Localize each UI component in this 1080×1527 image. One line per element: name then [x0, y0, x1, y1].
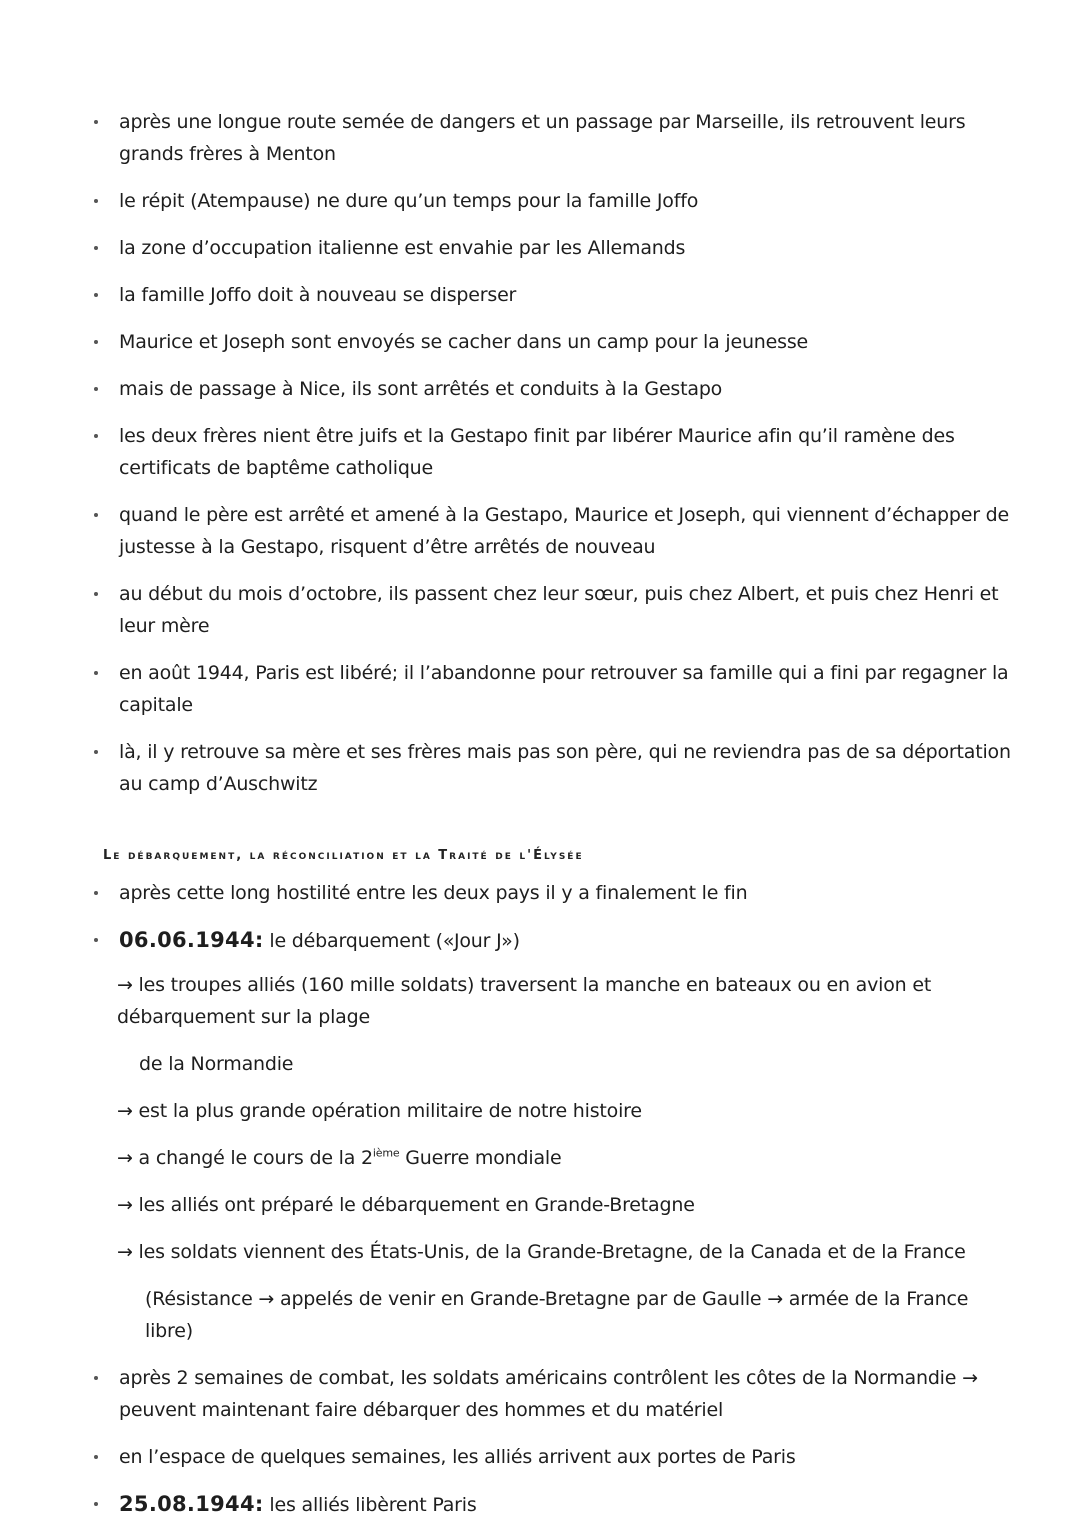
list-item: les deux frères nient être juifs et la Gestapo finit par libérer Maurice afin qu’il ramène des certificats de baptême catholique — [105, 420, 1020, 484]
list-item: après 2 semaines de combat, les soldats américains contrôlent les côtes de la Normandie → peuvent maintenant faire débarquer des hommes et du matériel — [105, 1362, 1020, 1426]
list-item: en août 1944, Paris est libéré; il l’abandonne pour retrouver sa famille qui a fini par regagner la capitale — [105, 657, 1020, 721]
list-item-d-day — [105, 924, 1020, 957]
list-item: après une longue route semée de dangers et un passage par Marseille, ils retrouvent leurs grands frères à Menton — [105, 106, 1020, 170]
arrow-text: → a changé le cours de la 2 — [117, 1147, 373, 1169]
list-item-liberation — [105, 1488, 1020, 1521]
story-bullet-list — [105, 106, 1020, 800]
date-label: 25.08.1944: — [119, 1492, 264, 1516]
list-item: la zone d’occupation italienne est envahie par les Allemands — [105, 232, 1020, 264]
date-description: les alliés libèrent Paris — [263, 1494, 477, 1516]
arrow-item: → les alliés ont préparé le débarquement en Grande-Bretagne — [117, 1194, 695, 1216]
date-description: le débarquement («Jour J») — [263, 930, 520, 952]
section-heading: Le débarquement, la réconciliation et la Traité de l'Élysée — [103, 848, 584, 863]
list-item: le répit (Atempause) ne dure qu’un temps pour la famille Joffo — [105, 185, 1020, 217]
list-item: au début du mois d’octobre, ils passent chez leur sœur, puis chez Albert, et puis chez Henri et leur mère — [105, 578, 1020, 642]
ordinal-superscript: ième — [372, 1146, 400, 1160]
arrow-item: → est la plus grande opération militaire de notre histoire — [117, 1100, 642, 1122]
list-item: Maurice et Joseph sont envoyés se cacher dans un camp pour la jeunesse — [105, 326, 1020, 358]
list-item: en l’espace de quelques semaines, les alliés arrivent aux portes de Paris — [105, 1441, 1020, 1473]
date-label: 06.06.1944: — [119, 928, 264, 952]
arrow-item: → les soldats viennent des États-Unis, de la Grande-Bretagne, de la Canada et de la France — [117, 1241, 966, 1263]
list-item: après cette long hostilité entre les deux pays il y a finalement le fin — [105, 877, 1020, 909]
arrow-text: Guerre mondiale — [399, 1147, 562, 1169]
arrow-item — [105, 1142, 1020, 1174]
arrow-item-continued: de la Normandie — [139, 1053, 294, 1075]
list-item: mais de passage à Nice, ils sont arrêtés et conduits à la Gestapo — [105, 373, 1020, 405]
list-item: là, il y retrouve sa mère et ses frères mais pas son père, qui ne reviendra pas de sa déportation au camp d’Auschwitz — [105, 736, 1020, 800]
arrow-item-continued: (Résistance → appelés de venir en Grande-Bretagne par de Gaulle → armée de la France libre) — [145, 1288, 969, 1342]
section-bullet-list — [105, 877, 1020, 957]
list-item: quand le père est arrêté et amené à la Gestapo, Maurice et Joseph, qui viennent d’échapper de justesse à la Gestapo, risquent d’être arrêtés de nouveau — [105, 499, 1020, 563]
section-bullet-list-2 — [105, 1362, 1020, 1521]
arrow-item: → les troupes alliés (160 mille soldats) traversent la manche en bateaux ou en avion et débarquement sur la plage — [117, 974, 932, 1028]
list-item: la famille Joffo doit à nouveau se disperser — [105, 279, 1020, 311]
